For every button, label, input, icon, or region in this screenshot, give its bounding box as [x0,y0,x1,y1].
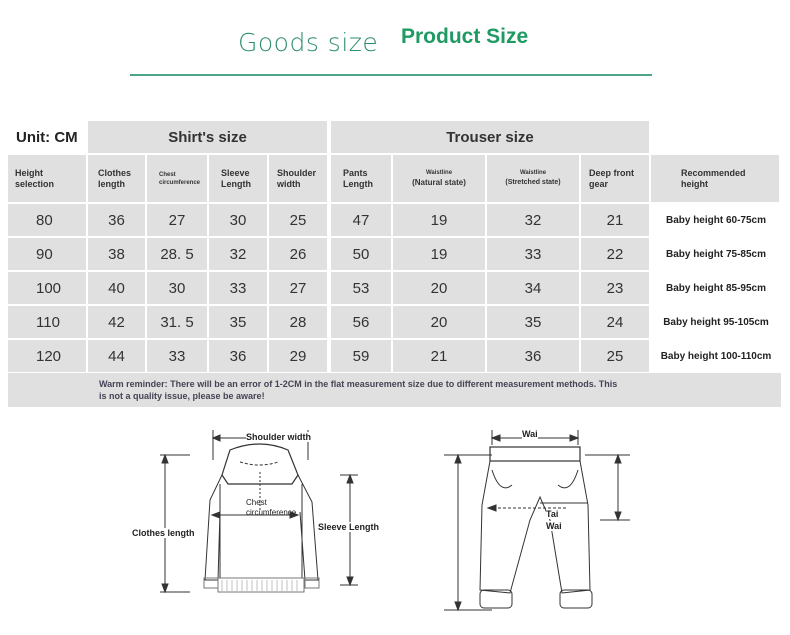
cell-waist-natural: 20 [393,272,485,304]
cell-waist-natural: 19 [393,204,485,236]
cell-deep-front-gear: 22 [581,238,649,270]
cell-pants-length: 50 [331,238,391,270]
col-waistline-natural: Waistline (Natural state) [393,155,485,202]
cell-deep-front-gear: 24 [581,306,649,338]
cell-height: 110 [8,306,86,338]
cell-shoulder-width: 26 [269,238,327,270]
header [0,22,790,62]
cell-shoulder-width: 27 [269,272,327,304]
cell-shoulder-width: 29 [269,340,327,372]
cell-chest: 33 [147,340,207,372]
cell-pants-length: 59 [331,340,391,372]
cell-chest: 27 [147,204,207,236]
cell-recommended-height: Baby height 95-105cm [651,306,781,338]
goods-size-title: Goods size [238,28,379,57]
cell-clothes-length: 36 [88,204,145,236]
deep-front-label: Tai [546,509,559,519]
cell-waist-stretched: 35 [487,306,579,338]
cell-height: 120 [8,340,86,372]
cell-clothes-length: 38 [88,238,145,270]
col-shoulder-width: Shoulder width [269,155,327,202]
waist-label: Wai [522,429,538,439]
chest-circumference-label: Chest circumference [246,498,297,517]
cell-pants-length: 47 [331,204,391,236]
cell-height: 100 [8,272,86,304]
col-pants-length: Pants Length [331,155,391,202]
shirt-size-header: Shirt's size [88,121,327,153]
col-height-selection: Height selection [8,155,86,202]
cell-sleeve-length: 33 [209,272,267,304]
trouser-diagram [440,425,640,625]
product-size-title: Product Size [401,25,529,48]
cell-pants-length: 56 [331,306,391,338]
cell-chest: 30 [147,272,207,304]
col-recommended-height: Recommended height [651,155,779,202]
cell-recommended-height: Baby height 100-110cm [651,340,781,372]
cell-deep-front-gear: 25 [581,340,649,372]
cell-sleeve-length: 32 [209,238,267,270]
cell-chest: 28. 5 [147,238,207,270]
cell-chest: 31. 5 [147,306,207,338]
cell-clothes-length: 42 [88,306,145,338]
col-clothes-length: Clothes length [88,155,145,202]
cell-waist-stretched: 34 [487,272,579,304]
trouser-size-header: Trouser size [331,121,649,153]
cell-sleeve-length: 35 [209,306,267,338]
cell-clothes-length: 40 [88,272,145,304]
warm-reminder: Warm reminder: There will be an error of 1-2CM in the flat measurement size due to different measurement methods. This is not a quality issue, please be aware! [8,373,781,407]
cell-waist-stretched: 32 [487,204,579,236]
cell-shoulder-width: 25 [269,204,327,236]
cell-sleeve-length: 30 [209,204,267,236]
cell-recommended-height: Baby height 85-95cm [651,272,781,304]
cell-height: 80 [8,204,86,236]
clothes-length-label: Clothes length [132,528,195,538]
unit-label: Unit: CM [8,121,86,153]
cell-clothes-length: 44 [88,340,145,372]
cell-deep-front-gear: 21 [581,204,649,236]
waist-flat-label: Wai [546,521,562,531]
shoulder-width-label: Shoulder width [246,432,311,442]
cell-waist-stretched: 33 [487,238,579,270]
col-waistline-stretched: Waistline (Stretched state) [487,155,579,202]
cell-deep-front-gear: 23 [581,272,649,304]
cell-waist-natural: 21 [393,340,485,372]
header-divider [130,74,652,76]
cell-sleeve-length: 36 [209,340,267,372]
cell-height: 90 [8,238,86,270]
cell-waist-stretched: 36 [487,340,579,372]
col-chest: Chest circumference [147,155,207,202]
cell-pants-length: 53 [331,272,391,304]
cell-waist-natural: 19 [393,238,485,270]
cell-recommended-height: Baby height 60-75cm [651,204,781,236]
cell-recommended-height: Baby height 75-85cm [651,238,781,270]
col-deep-front-gear: Deep front gear [581,155,649,202]
col-sleeve-length: Sleeve Length [209,155,267,202]
sleeve-length-label: Sleeve Length [318,522,380,532]
cell-shoulder-width: 28 [269,306,327,338]
cell-waist-natural: 20 [393,306,485,338]
